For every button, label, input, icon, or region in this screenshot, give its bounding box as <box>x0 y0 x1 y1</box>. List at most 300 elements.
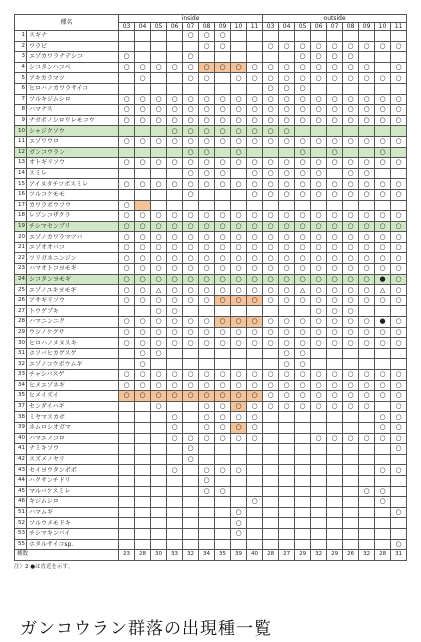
outside-occurrence-cell: ○ <box>343 73 359 84</box>
outside-occurrence-cell: ○ <box>295 189 311 200</box>
inside-occurrence-cell <box>183 422 199 433</box>
outside-occurrence-cell: ○ <box>279 348 295 359</box>
outside-occurrence-cell <box>311 412 327 423</box>
species-row <box>15 359 407 370</box>
outside-occurrence-cell <box>327 200 343 211</box>
outside-occurrence-cell <box>263 52 279 63</box>
outside-occurrence-cell <box>327 126 343 137</box>
outside-occurrence-cell: ○ <box>359 295 375 306</box>
inside-occurrence-cell: ○ <box>167 327 183 338</box>
species-row <box>15 179 407 190</box>
species-name: ナミキソウ <box>27 444 119 455</box>
inside-occurrence-cell: ○ <box>167 136 183 147</box>
inside-occurrence-cell: ○ <box>183 136 199 147</box>
inside-occurrence-cell <box>215 200 231 211</box>
inside-occurrence-cell: ○ <box>183 285 199 296</box>
species-number: 30 <box>15 338 27 349</box>
outside-occurrence-cell <box>343 348 359 359</box>
outside-occurrence-cell: ● <box>375 317 391 328</box>
outside-total-cell: 29 <box>295 550 311 561</box>
inside-occurrence-cell <box>199 83 215 94</box>
inside-occurrence-cell: ○ <box>215 126 231 137</box>
outside-occurrence-cell <box>263 539 279 550</box>
inside-occurrence-cell: ○ <box>231 401 247 412</box>
outside-occurrence-cell <box>279 147 295 158</box>
inside-occurrence-cell <box>135 401 151 412</box>
inside-occurrence-cell: ○ <box>247 73 263 84</box>
outside-occurrence-cell: ○ <box>327 147 343 158</box>
inside-occurrence-cell <box>167 31 183 42</box>
inside-occurrence-cell <box>215 306 231 317</box>
inside-occurrence-cell <box>167 497 183 508</box>
inside-occurrence-cell <box>231 486 247 497</box>
inside-occurrence-cell <box>247 52 263 63</box>
outside-occurrence-cell: ○ <box>359 221 375 232</box>
inside-occurrence-cell: ○ <box>183 391 199 402</box>
outside-occurrence-cell: ○ <box>279 242 295 253</box>
outside-occurrence-cell <box>391 200 407 211</box>
inside-occurrence-cell: ○ <box>119 317 135 328</box>
outside-occurrence-cell: ○ <box>343 306 359 317</box>
inside-occurrence-cell <box>215 539 231 550</box>
inside-occurrence-cell: ○ <box>199 73 215 84</box>
outside-occurrence-cell: ○ <box>375 242 391 253</box>
inside-occurrence-cell <box>183 200 199 211</box>
inside-occurrence-cell: ○ <box>247 168 263 179</box>
inside-occurrence-cell: ○ <box>151 253 167 264</box>
inside-occurrence-cell <box>199 454 215 465</box>
inside-occurrence-cell: ○ <box>135 285 151 296</box>
inside-occurrence-cell <box>183 475 199 486</box>
inside-occurrence-cell <box>151 528 167 539</box>
inside-occurrence-cell: ○ <box>167 62 183 73</box>
outside-occurrence-cell: ○ <box>343 211 359 222</box>
outside-occurrence-cell <box>359 528 375 539</box>
inside-occurrence-cell <box>247 454 263 465</box>
inside-occurrence-cell: ○ <box>167 242 183 253</box>
outside-occurrence-cell <box>279 507 295 518</box>
outside-occurrence-cell: ○ <box>311 211 327 222</box>
outside-occurrence-cell: ○ <box>263 370 279 381</box>
outside-occurrence-cell <box>263 200 279 211</box>
outside-occurrence-cell: ○ <box>295 62 311 73</box>
inside-occurrence-cell: ○ <box>231 253 247 264</box>
outside-occurrence-cell <box>279 475 295 486</box>
inside-occurrence-cell <box>215 348 231 359</box>
outside-occurrence-cell <box>343 412 359 423</box>
inside-occurrence-cell <box>135 83 151 94</box>
inside-occurrence-cell: ○ <box>183 317 199 328</box>
inside-occurrence-cell: ○ <box>167 285 183 296</box>
inside-occurrence-cell: ○ <box>215 105 231 116</box>
inside-occurrence-cell: ○ <box>119 62 135 73</box>
inside-occurrence-cell <box>151 412 167 423</box>
species-number: 13 <box>15 158 27 169</box>
inside-occurrence-cell: ○ <box>151 264 167 275</box>
outside-occurrence-cell <box>343 486 359 497</box>
outside-occurrence-cell: ○ <box>295 52 311 63</box>
inside-year-header: 05 <box>151 23 167 31</box>
outside-occurrence-cell: ○ <box>263 391 279 402</box>
outside-occurrence-cell <box>343 444 359 455</box>
inside-occurrence-cell: ○ <box>247 422 263 433</box>
inside-occurrence-cell: ○ <box>183 168 199 179</box>
outside-occurrence-cell: ○ <box>295 401 311 412</box>
outside-occurrence-cell <box>391 168 407 179</box>
inside-occurrence-cell: ○ <box>167 274 183 285</box>
species-name: スズメノヤリ <box>27 454 119 465</box>
inside-occurrence-cell: ○ <box>199 338 215 349</box>
outside-occurrence-cell <box>391 528 407 539</box>
outside-occurrence-cell <box>359 497 375 508</box>
outside-occurrence-cell: ○ <box>327 285 343 296</box>
outside-occurrence-cell: ○ <box>279 105 295 116</box>
inside-occurrence-cell: ○ <box>231 370 247 381</box>
inside-occurrence-cell: ○ <box>247 433 263 444</box>
species-number: 39 <box>15 422 27 433</box>
outside-occurrence-cell: ○ <box>359 391 375 402</box>
outside-occurrence-cell: ○ <box>391 391 407 402</box>
inside-occurrence-cell <box>119 348 135 359</box>
outside-occurrence-cell: ○ <box>311 242 327 253</box>
outside-occurrence-cell <box>375 31 391 42</box>
species-row <box>15 539 407 550</box>
inside-occurrence-cell <box>167 348 183 359</box>
species-name: ヒメイズイ <box>27 391 119 402</box>
outside-occurrence-cell: ○ <box>327 306 343 317</box>
inside-occurrence-cell <box>215 73 231 84</box>
inside-occurrence-cell <box>199 189 215 200</box>
outside-occurrence-cell: ○ <box>359 253 375 264</box>
inside-occurrence-cell: ○ <box>135 232 151 243</box>
outside-occurrence-cell: ○ <box>311 327 327 338</box>
outside-occurrence-cell: ○ <box>295 115 311 126</box>
inside-occurrence-cell: ○ <box>231 158 247 169</box>
outside-occurrence-cell <box>311 200 327 211</box>
species-rows <box>15 31 407 561</box>
outside-occurrence-cell: ○ <box>359 105 375 116</box>
inside-occurrence-cell: ○ <box>215 295 231 306</box>
species-name: ガンコウラン <box>27 147 119 158</box>
outside-occurrence-cell: ○ <box>279 338 295 349</box>
outside-occurrence-cell: ○ <box>359 264 375 275</box>
species-name: センダイハギ <box>27 401 119 412</box>
outside-occurrence-cell: ○ <box>311 306 327 317</box>
inside-occurrence-cell <box>119 73 135 84</box>
outside-occurrence-cell <box>327 507 343 518</box>
inside-occurrence-cell: ○ <box>151 94 167 105</box>
outside-occurrence-cell <box>375 126 391 137</box>
species-number: 51 <box>15 507 27 518</box>
inside-occurrence-cell: ○ <box>231 338 247 349</box>
inside-occurrence-cell: ○ <box>199 327 215 338</box>
inside-occurrence-cell <box>183 465 199 476</box>
outside-occurrence-cell: ○ <box>327 253 343 264</box>
inside-occurrence-cell: ○ <box>231 94 247 105</box>
inside-occurrence-cell: ○ <box>119 380 135 391</box>
outside-occurrence-cell <box>343 507 359 518</box>
outside-occurrence-cell <box>343 518 359 529</box>
outside-occurrence-cell <box>391 52 407 63</box>
species-name: シコタンハコベ <box>27 62 119 73</box>
species-row <box>15 497 407 508</box>
inside-occurrence-cell: ○ <box>231 136 247 147</box>
outside-total-cell: 28 <box>375 550 391 561</box>
inside-occurrence-cell <box>167 444 183 455</box>
outside-occurrence-cell <box>375 401 391 412</box>
outside-occurrence-cell: ○ <box>343 179 359 190</box>
outside-total-cell: 28 <box>263 550 279 561</box>
outside-occurrence-cell: ○ <box>343 136 359 147</box>
outside-occurrence-cell <box>295 412 311 423</box>
inside-occurrence-cell: ○ <box>199 433 215 444</box>
inside-occurrence-cell <box>247 518 263 529</box>
outside-occurrence-cell: ○ <box>375 179 391 190</box>
outside-occurrence-cell: ○ <box>359 401 375 412</box>
inside-occurrence-cell: ○ <box>215 433 231 444</box>
inside-occurrence-cell: ○ <box>183 221 199 232</box>
inside-occurrence-cell: ○ <box>199 126 215 137</box>
outside-occurrence-cell: ○ <box>375 147 391 158</box>
species-number: 2 <box>15 41 27 52</box>
inside-occurrence-cell: ○ <box>247 221 263 232</box>
outside-occurrence-cell: ○ <box>343 274 359 285</box>
inside-occurrence-cell: ○ <box>183 189 199 200</box>
outside-occurrence-cell <box>343 454 359 465</box>
outside-occurrence-cell: ○ <box>263 115 279 126</box>
inside-occurrence-cell: ○ <box>199 168 215 179</box>
outside-occurrence-cell <box>327 486 343 497</box>
outside-occurrence-cell <box>359 518 375 529</box>
inside-occurrence-cell <box>119 518 135 529</box>
outside-occurrence-cell <box>343 422 359 433</box>
outside-occurrence-cell: ○ <box>343 115 359 126</box>
outside-occurrence-cell <box>359 348 375 359</box>
inside-occurrence-cell: ○ <box>151 348 167 359</box>
species-number: 6 <box>15 83 27 94</box>
inside-occurrence-cell: ○ <box>135 380 151 391</box>
inside-occurrence-cell <box>231 444 247 455</box>
outside-occurrence-cell <box>279 31 295 42</box>
species-row <box>15 73 407 84</box>
inside-occurrence-cell <box>247 507 263 518</box>
species-number: 31 <box>15 348 27 359</box>
outside-occurrence-cell: ○ <box>327 264 343 275</box>
outside-occurrence-cell <box>295 126 311 137</box>
outside-occurrence-cell: ○ <box>279 221 295 232</box>
inside-occurrence-cell <box>183 518 199 529</box>
outside-occurrence-cell <box>263 497 279 508</box>
species-row <box>15 41 407 52</box>
outside-occurrence-cell: ○ <box>295 179 311 190</box>
inside-occurrence-cell <box>151 83 167 94</box>
outside-occurrence-cell: ○ <box>311 317 327 328</box>
inside-occurrence-cell: ○ <box>215 422 231 433</box>
inside-occurrence-cell: ○ <box>215 31 231 42</box>
species-row <box>15 221 407 232</box>
outside-occurrence-cell <box>279 518 295 529</box>
inside-occurrence-cell: ○ <box>247 232 263 243</box>
outside-occurrence-cell: ○ <box>263 211 279 222</box>
outside-occurrence-cell: ○ <box>359 41 375 52</box>
outside-occurrence-cell: ○ <box>263 158 279 169</box>
outside-occurrence-cell: ○ <box>359 370 375 381</box>
species-number: 52 <box>15 518 27 529</box>
inside-occurrence-cell <box>119 147 135 158</box>
inside-total-cell: 40 <box>247 550 263 561</box>
outside-occurrence-cell: ○ <box>391 380 407 391</box>
outside-occurrence-cell <box>391 359 407 370</box>
outside-occurrence-cell: ○ <box>295 264 311 275</box>
inside-occurrence-cell: ○ <box>167 94 183 105</box>
outside-occurrence-cell <box>311 539 327 550</box>
inside-occurrence-cell <box>151 497 167 508</box>
outside-occurrence-cell <box>343 465 359 476</box>
inside-occurrence-cell <box>215 518 231 529</box>
inside-occurrence-cell: ○ <box>247 264 263 275</box>
species-row <box>15 380 407 391</box>
inside-occurrence-cell: ○ <box>199 94 215 105</box>
outside-occurrence-cell: ○ <box>359 62 375 73</box>
outside-occurrence-cell: ○ <box>295 274 311 285</box>
inside-occurrence-cell: ○ <box>247 126 263 137</box>
inside-occurrence-cell: ○ <box>247 412 263 423</box>
inside-occurrence-cell: ○ <box>231 412 247 423</box>
inside-occurrence-cell: ○ <box>247 338 263 349</box>
inside-occurrence-cell: ○ <box>119 158 135 169</box>
outside-occurrence-cell <box>279 454 295 465</box>
outside-occurrence-cell: ○ <box>295 253 311 264</box>
outside-occurrence-cell: ○ <box>359 211 375 222</box>
inside-occurrence-cell: ○ <box>215 41 231 52</box>
species-name: シャジクソウ <box>27 126 119 137</box>
inside-occurrence-cell <box>183 306 199 317</box>
inside-occurrence-cell: ○ <box>135 264 151 275</box>
inside-occurrence-cell <box>135 497 151 508</box>
species-number: 37 <box>15 401 27 412</box>
inside-occurrence-cell <box>135 444 151 455</box>
inside-occurrence-cell <box>167 83 183 94</box>
inside-occurrence-cell <box>135 486 151 497</box>
species-name: チシマセンブリ <box>27 221 119 232</box>
outside-occurrence-cell: ○ <box>343 285 359 296</box>
inside-occurrence-cell: ○ <box>119 179 135 190</box>
inside-occurrence-cell <box>247 41 263 52</box>
inside-occurrence-cell: ○ <box>183 211 199 222</box>
outside-occurrence-cell: ○ <box>327 401 343 412</box>
outside-occurrence-cell: ○ <box>391 295 407 306</box>
outside-occurrence-cell: ○ <box>295 211 311 222</box>
outside-occurrence-cell: ○ <box>343 317 359 328</box>
outside-occurrence-cell <box>327 539 343 550</box>
inside-occurrence-cell: ○ <box>215 465 231 476</box>
species-row <box>15 422 407 433</box>
outside-year-header: 03 <box>263 23 279 31</box>
outside-occurrence-cell: ○ <box>327 242 343 253</box>
species-number: 55 <box>15 539 27 550</box>
inside-occurrence-cell: ○ <box>247 94 263 105</box>
outside-occurrence-cell: ○ <box>343 295 359 306</box>
inside-occurrence-cell: ○ <box>199 62 215 73</box>
inside-occurrence-cell <box>247 465 263 476</box>
outside-occurrence-cell <box>359 422 375 433</box>
outside-occurrence-cell: ○ <box>391 211 407 222</box>
inside-occurrence-cell <box>183 348 199 359</box>
species-row <box>15 412 407 423</box>
inside-occurrence-cell <box>247 147 263 158</box>
species-number: 20 <box>15 232 27 243</box>
inside-occurrence-cell: ○ <box>183 62 199 73</box>
species-number: 28 <box>15 317 27 328</box>
outside-occurrence-cell: ○ <box>263 285 279 296</box>
outside-occurrence-cell: ○ <box>279 370 295 381</box>
inside-occurrence-cell: ○ <box>215 338 231 349</box>
outside-occurrence-cell: ○ <box>263 317 279 328</box>
inside-occurrence-cell: ○ <box>135 211 151 222</box>
outside-occurrence-cell <box>311 454 327 465</box>
inside-occurrence-cell <box>151 31 167 42</box>
inside-occurrence-cell: ○ <box>135 62 151 73</box>
outside-occurrence-cell: ○ <box>359 317 375 328</box>
inside-occurrence-cell: ○ <box>215 380 231 391</box>
inside-occurrence-cell: ○ <box>151 327 167 338</box>
outside-occurrence-cell <box>343 475 359 486</box>
species-name: ヒメエゾネギ <box>27 380 119 391</box>
species-number: 45 <box>15 486 27 497</box>
inside-occurrence-cell: ○ <box>231 317 247 328</box>
outside-occurrence-cell <box>295 528 311 539</box>
species-row <box>15 306 407 317</box>
inside-occurrence-cell: ○ <box>231 115 247 126</box>
inside-occurrence-cell: ○ <box>151 136 167 147</box>
outside-occurrence-cell <box>359 147 375 158</box>
inside-year-header: 11 <box>247 23 263 31</box>
inside-occurrence-cell: ○ <box>167 232 183 243</box>
inside-occurrence-cell: ○ <box>167 370 183 381</box>
outside-occurrence-cell <box>375 444 391 455</box>
outside-occurrence-cell: ○ <box>311 136 327 147</box>
outside-occurrence-cell: ○ <box>327 391 343 402</box>
outside-occurrence-cell: ○ <box>391 338 407 349</box>
outside-occurrence-cell: ○ <box>263 242 279 253</box>
outside-occurrence-cell: ○ <box>327 179 343 190</box>
species-number: 17 <box>15 200 27 211</box>
inside-occurrence-cell <box>247 200 263 211</box>
inside-occurrence-cell <box>167 486 183 497</box>
inside-occurrence-cell <box>231 475 247 486</box>
inside-occurrence-cell <box>231 454 247 465</box>
inside-occurrence-cell <box>135 168 151 179</box>
outside-occurrence-cell: ○ <box>295 380 311 391</box>
inside-occurrence-cell: ○ <box>215 486 231 497</box>
outside-occurrence-cell <box>343 126 359 137</box>
species-name: アイヌタチツボスミレ <box>27 179 119 190</box>
outside-occurrence-cell: ○ <box>295 73 311 84</box>
inside-occurrence-cell <box>231 539 247 550</box>
outside-occurrence-cell: ○ <box>343 168 359 179</box>
outside-occurrence-cell <box>375 528 391 539</box>
outside-occurrence-cell <box>327 528 343 539</box>
inside-occurrence-cell: ○ <box>247 158 263 169</box>
species-name: レブンコザクラ <box>27 211 119 222</box>
inside-occurrence-cell: ○ <box>167 380 183 391</box>
outside-occurrence-cell: ○ <box>311 285 327 296</box>
species-name: オトギリソウ <box>27 158 119 169</box>
outside-occurrence-cell <box>327 168 343 179</box>
outside-occurrence-cell: ○ <box>391 444 407 455</box>
inside-year-header: 08 <box>199 23 215 31</box>
outside-occurrence-cell: ○ <box>327 94 343 105</box>
